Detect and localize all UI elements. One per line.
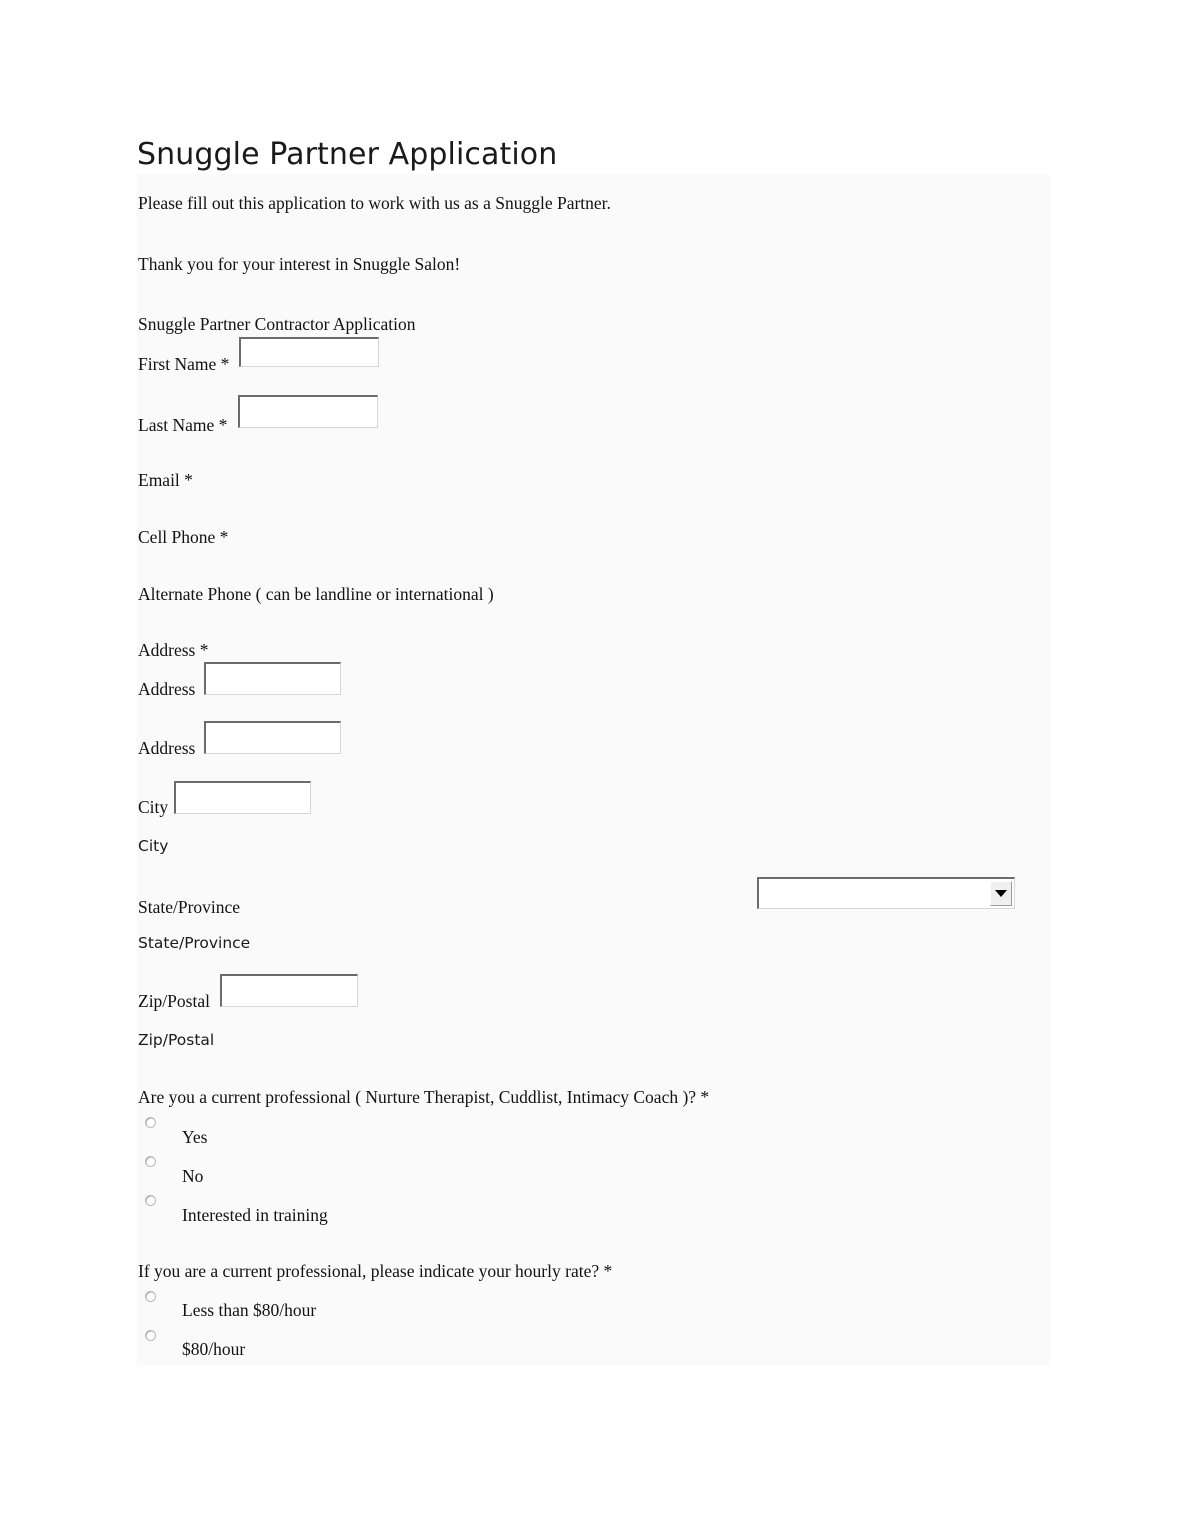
question-1-radio-1[interactable]	[145, 1156, 156, 1167]
zip-postal-label: Zip/Postal	[138, 991, 210, 1011]
chevron-down-icon[interactable]	[990, 881, 1012, 906]
city-label: City	[138, 797, 169, 817]
section-heading: Snuggle Partner Contractor Application	[138, 314, 416, 334]
question-2-option-label-0: Less than $80/hour	[182, 1300, 317, 1320]
address-line-1-input[interactable]	[204, 662, 341, 695]
email-label: Email *	[138, 470, 193, 490]
page-title: Snuggle Partner Application	[137, 137, 558, 172]
city-sublabel: City	[138, 837, 169, 855]
cell-phone-label: Cell Phone *	[138, 527, 229, 547]
address-line-1-label: Address	[138, 679, 196, 699]
state-province-select[interactable]	[757, 877, 1015, 909]
question-2-option-label-1: $80/hour	[182, 1339, 246, 1359]
question-2-radio-0[interactable]	[145, 1291, 156, 1302]
question-1-radio-2[interactable]	[145, 1195, 156, 1206]
question-1-radio-0[interactable]	[145, 1117, 156, 1128]
state-province-sublabel: State/Province	[138, 934, 251, 952]
address-line-2-input[interactable]	[204, 721, 341, 754]
address-heading-label: Address *	[138, 640, 209, 660]
first-name-label: First Name *	[138, 354, 230, 374]
question-1-option-label-2: Interested in training	[182, 1205, 328, 1225]
zip-postal-sublabel: Zip/Postal	[138, 1031, 215, 1049]
last-name-input[interactable]	[238, 395, 378, 428]
last-name-label: Last Name *	[138, 415, 228, 435]
question-2-radio-1[interactable]	[145, 1330, 156, 1341]
address-line-2-label: Address	[138, 738, 196, 758]
question-1-prompt: Are you a current professional ( Nurture Therapist, Cuddlist, Intimacy Coach )? *	[138, 1087, 710, 1107]
alternate-phone-label: Alternate Phone ( can be landline or international )	[138, 584, 494, 604]
question-1-option-label-0: Yes	[182, 1127, 208, 1147]
intro-paragraph-1: Please fill out this application to work with us as a Snuggle Partner.	[138, 193, 611, 213]
city-input[interactable]	[174, 781, 311, 814]
first-name-input[interactable]	[239, 337, 379, 367]
intro-paragraph-2: Thank you for your interest in Snuggle Salon!	[138, 254, 461, 274]
question-1-option-label-1: No	[182, 1166, 204, 1186]
state-province-label: State/Province	[138, 897, 241, 917]
question-2-prompt: If you are a current professional, please indicate your hourly rate? *	[138, 1261, 613, 1281]
zip-postal-input[interactable]	[220, 974, 358, 1007]
